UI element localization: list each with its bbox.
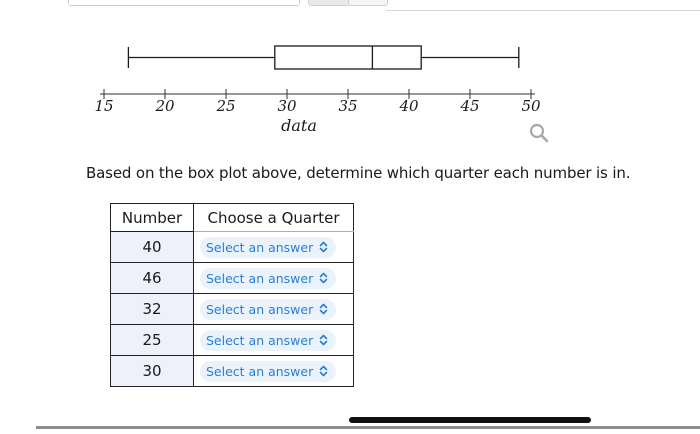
number-cell: 40 [111,232,194,263]
up-down-chevron-icon [319,241,328,253]
column-header-quarter: Choose a Quarter [194,204,354,232]
tick-label: 45 [460,97,480,115]
select-label: Select an answer [206,363,314,379]
box-plot [0,0,700,150]
table-row [111,232,354,263]
tick-label: 15 [94,97,114,115]
table-row [111,294,354,325]
up-down-chevron-icon [319,272,328,284]
quarter-select[interactable] [200,299,336,320]
axis-label: data [281,116,317,135]
tick-label: 40 [399,97,419,115]
answer-table [110,203,354,387]
table-row [111,263,354,294]
quarter-select[interactable] [200,268,336,289]
quarter-select[interactable] [200,237,336,258]
tick-label: 20 [155,97,175,115]
table-row [111,356,354,387]
tick-label: 25 [216,97,236,115]
tick-label: 30 [277,97,297,115]
iqr-box [275,46,421,69]
number-cell: 25 [111,325,194,356]
number-cell: 32 [111,294,194,325]
magnifier-icon[interactable] [528,122,550,144]
select-label: Select an answer [206,239,314,255]
number-cell: 30 [111,356,194,387]
up-down-chevron-icon [319,334,328,346]
bottom-divider [36,426,700,429]
question-instruction: Based on the box plot above, determine which quarter each number is in. [86,164,631,182]
quarter-select[interactable] [200,330,336,351]
home-indicator [349,417,591,423]
up-down-chevron-icon [319,303,328,315]
select-label: Select an answer [206,270,314,286]
tick-label: 35 [338,97,358,115]
select-label: Select an answer [206,301,314,317]
number-cell: 46 [111,263,194,294]
quarter-select[interactable] [200,361,336,382]
up-down-chevron-icon [319,365,328,377]
tick-label: 50 [521,97,541,115]
select-label: Select an answer [206,332,314,348]
table-row [111,325,354,356]
column-header-number: Number [111,204,194,232]
